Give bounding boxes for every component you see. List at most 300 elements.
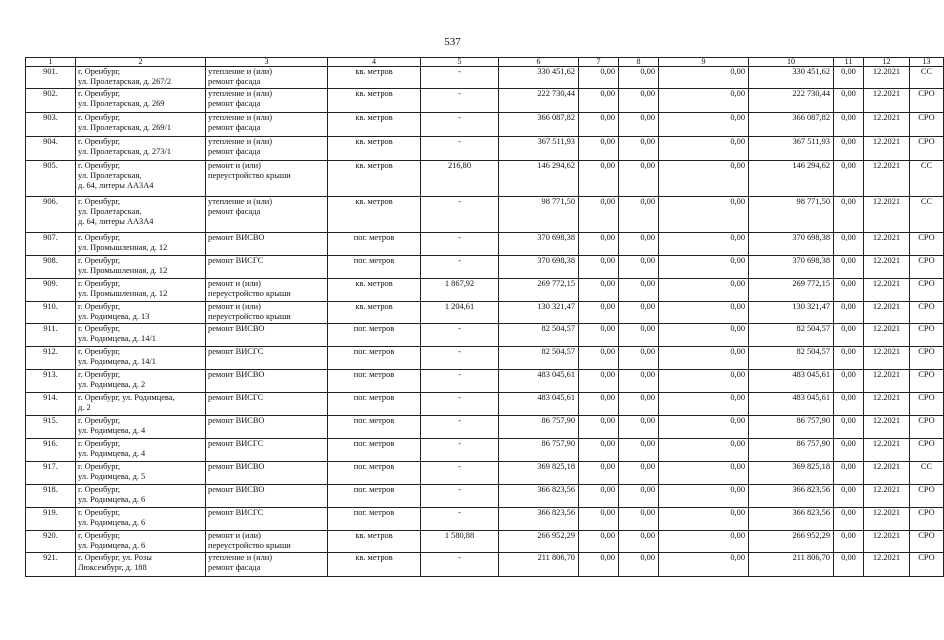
col7-cell: 0,00 — [579, 416, 619, 439]
address-cell — [76, 161, 206, 197]
quantity-cell: - — [421, 347, 499, 370]
work-type-cell — [206, 197, 328, 233]
address-cell-line: д. 2 — [78, 403, 91, 412]
fund-type-cell: СРО — [910, 553, 944, 577]
address-cell-line: г. Оренбург, — [78, 462, 121, 471]
completion-date-cell: 12.2021 — [864, 439, 910, 462]
unit-cell: кв. метров — [328, 279, 421, 302]
address-cell-line: г. Оренбург, ул. Родимцева, — [78, 393, 175, 402]
column-number: 3 — [206, 58, 328, 67]
row-number-cell: 911. — [26, 324, 76, 347]
work-type-cell-line: ремонт фасада — [208, 123, 261, 132]
col9-cell: 0,00 — [659, 462, 749, 485]
total-cost-cell: 366 087,82 — [499, 113, 579, 137]
col8-cell: 0,00 — [619, 137, 659, 161]
row-number-cell: 908. — [26, 256, 76, 279]
fund-type-cell: СС — [910, 197, 944, 233]
col8-cell: 0,00 — [619, 462, 659, 485]
col8-cell: 0,00 — [619, 393, 659, 416]
col10-cell: 222 730,44 — [749, 89, 834, 113]
work-type-cell-line: переустройство крыши — [208, 541, 291, 550]
work-type-cell-line: ремонт фасада — [208, 77, 261, 86]
total-cost-cell: 86 757,90 — [499, 439, 579, 462]
col7-cell: 0,00 — [579, 324, 619, 347]
quantity-cell: - — [421, 508, 499, 531]
work-type-cell-line: ремонт ВИСВО — [208, 324, 265, 333]
fund-type-cell: СРО — [910, 233, 944, 256]
quantity-cell: - — [421, 113, 499, 137]
unit-cell: кв. метров — [328, 137, 421, 161]
address-cell — [76, 393, 206, 416]
address-cell-line: ул. Родимцева, д. 6 — [78, 541, 146, 550]
unit-cell: пог. метров — [328, 256, 421, 279]
total-cost-cell: 367 511,93 — [499, 137, 579, 161]
col8-cell: 0,00 — [619, 197, 659, 233]
quantity-cell: - — [421, 233, 499, 256]
column-number: 13 — [910, 58, 944, 67]
address-cell — [76, 89, 206, 113]
col10-cell: 269 772,15 — [749, 279, 834, 302]
fund-type-cell: СРО — [910, 531, 944, 553]
address-cell-line: г. Оренбург, — [78, 508, 121, 517]
col7-cell: 0,00 — [579, 347, 619, 370]
col11-cell: 0,00 — [834, 67, 864, 89]
quantity-cell: - — [421, 67, 499, 89]
col7-cell: 0,00 — [579, 462, 619, 485]
col7-cell: 0,00 — [579, 89, 619, 113]
table-row — [26, 89, 944, 113]
col9-cell: 0,00 — [659, 553, 749, 577]
fund-type-cell: СРО — [910, 370, 944, 393]
work-type-cell — [206, 256, 328, 279]
address-cell — [76, 439, 206, 462]
col9-cell: 0,00 — [659, 324, 749, 347]
work-type-cell-line: ремонт и (или) — [208, 161, 261, 170]
completion-date-cell: 12.2021 — [864, 531, 910, 553]
unit-cell: пог. метров — [328, 370, 421, 393]
unit-cell: кв. метров — [328, 531, 421, 553]
work-type-cell — [206, 161, 328, 197]
address-cell-line: г. Оренбург, — [78, 370, 121, 379]
work-type-cell — [206, 113, 328, 137]
col8-cell: 0,00 — [619, 439, 659, 462]
page-number: 537 — [444, 36, 461, 48]
column-number: 7 — [579, 58, 619, 67]
col11-cell: 0,00 — [834, 137, 864, 161]
work-type-cell — [206, 485, 328, 508]
work-type-cell-line: ремонт ВИСВО — [208, 485, 265, 494]
fund-type-cell: СРО — [910, 485, 944, 508]
completion-date-cell: 12.2021 — [864, 508, 910, 531]
address-cell-line: г. Оренбург, — [78, 161, 121, 170]
row-number-cell: 914. — [26, 393, 76, 416]
quantity-cell: - — [421, 324, 499, 347]
col9-cell: 0,00 — [659, 197, 749, 233]
col10-cell: 130 321,47 — [749, 302, 834, 324]
row-number-cell: 918. — [26, 485, 76, 508]
table-row — [26, 393, 944, 416]
address-cell — [76, 462, 206, 485]
col10-cell: 366 823,56 — [749, 485, 834, 508]
work-type-cell — [206, 347, 328, 370]
row-number-cell: 916. — [26, 439, 76, 462]
col7-cell: 0,00 — [579, 439, 619, 462]
unit-cell: пог. метров — [328, 324, 421, 347]
quantity-cell: - — [421, 439, 499, 462]
unit-cell: кв. метров — [328, 161, 421, 197]
completion-date-cell: 12.2021 — [864, 161, 910, 197]
col8-cell: 0,00 — [619, 485, 659, 508]
row-number-cell: 907. — [26, 233, 76, 256]
completion-date-cell: 12.2021 — [864, 113, 910, 137]
col10-cell: 266 952,29 — [749, 531, 834, 553]
table-row — [26, 113, 944, 137]
completion-date-cell: 12.2021 — [864, 347, 910, 370]
completion-date-cell: 12.2021 — [864, 279, 910, 302]
completion-date-cell: 12.2021 — [864, 393, 910, 416]
col9-cell: 0,00 — [659, 370, 749, 393]
col11-cell: 0,00 — [834, 197, 864, 233]
col9-cell: 0,00 — [659, 89, 749, 113]
address-cell — [76, 553, 206, 577]
fund-type-cell: СРО — [910, 324, 944, 347]
work-type-cell — [206, 439, 328, 462]
address-cell — [76, 113, 206, 137]
address-cell-line: ул. Родимцева, д. 14/1 — [78, 357, 156, 366]
work-type-cell — [206, 279, 328, 302]
quantity-cell: - — [421, 416, 499, 439]
work-type-cell-line: ремонт фасада — [208, 207, 261, 216]
row-number-cell: 921. — [26, 553, 76, 577]
column-number: 4 — [328, 58, 421, 67]
table-row — [26, 137, 944, 161]
address-cell-line: г. Оренбург, — [78, 67, 121, 76]
col11-cell: 0,00 — [834, 531, 864, 553]
address-cell-line: ул. Пролетарская, — [78, 207, 142, 216]
row-number-cell: 902. — [26, 89, 76, 113]
address-cell — [76, 256, 206, 279]
work-type-cell-line: ремонт фасада — [208, 99, 261, 108]
address-cell — [76, 416, 206, 439]
address-cell — [76, 370, 206, 393]
fund-type-cell: СРО — [910, 279, 944, 302]
col11-cell: 0,00 — [834, 462, 864, 485]
unit-cell: кв. метров — [328, 89, 421, 113]
work-type-cell-line: переустройство крыши — [208, 312, 291, 321]
table-row — [26, 324, 944, 347]
quantity-cell: 216,80 — [421, 161, 499, 197]
fund-type-cell: СРО — [910, 113, 944, 137]
col10-cell: 483 045,61 — [749, 393, 834, 416]
address-cell-line: ул. Родимцева, д. 4 — [78, 449, 146, 458]
col7-cell: 0,00 — [579, 531, 619, 553]
col8-cell: 0,00 — [619, 67, 659, 89]
column-number: 10 — [749, 58, 834, 67]
col7-cell: 0,00 — [579, 67, 619, 89]
address-cell — [76, 347, 206, 370]
col8-cell: 0,00 — [619, 89, 659, 113]
quantity-cell: - — [421, 485, 499, 508]
column-number-row — [26, 58, 944, 67]
quantity-cell: - — [421, 553, 499, 577]
col11-cell: 0,00 — [834, 113, 864, 137]
total-cost-cell: 483 045,61 — [499, 393, 579, 416]
completion-date-cell: 12.2021 — [864, 370, 910, 393]
address-cell-line: г. Оренбург, — [78, 89, 121, 98]
fund-type-cell: СС — [910, 161, 944, 197]
col11-cell: 0,00 — [834, 416, 864, 439]
fund-type-cell: СС — [910, 462, 944, 485]
work-type-cell-line: утепление и (или) — [208, 113, 273, 122]
total-cost-cell: 369 825,18 — [499, 462, 579, 485]
completion-date-cell: 12.2021 — [864, 256, 910, 279]
work-type-cell-line: ремонт ВИСВО — [208, 462, 265, 471]
address-cell — [76, 67, 206, 89]
work-type-cell — [206, 370, 328, 393]
row-number-cell: 909. — [26, 279, 76, 302]
work-type-cell-line: ремонт ВИСГС — [208, 393, 264, 402]
col10-cell: 82 504,57 — [749, 347, 834, 370]
address-cell-line: Люксембург, д. 188 — [78, 563, 147, 572]
work-type-cell-line: ремонт и (или) — [208, 279, 261, 288]
table-row — [26, 233, 944, 256]
work-type-cell-line: ремонт ВИСГС — [208, 347, 264, 356]
col10-cell: 211 806,70 — [749, 553, 834, 577]
total-cost-cell: 330 451,62 — [499, 67, 579, 89]
table-row — [26, 67, 944, 89]
table-row — [26, 416, 944, 439]
completion-date-cell: 12.2021 — [864, 416, 910, 439]
table-row — [26, 256, 944, 279]
completion-date-cell: 12.2021 — [864, 233, 910, 256]
col10-cell: 82 504,57 — [749, 324, 834, 347]
completion-date-cell: 12.2021 — [864, 89, 910, 113]
total-cost-cell: 266 952,29 — [499, 531, 579, 553]
col9-cell: 0,00 — [659, 113, 749, 137]
col10-cell: 483 045,61 — [749, 370, 834, 393]
column-number: 12 — [864, 58, 910, 67]
col11-cell: 0,00 — [834, 439, 864, 462]
column-number: 5 — [421, 58, 499, 67]
address-cell-line: ул. Пролетарская, — [78, 171, 142, 180]
total-cost-cell: 269 772,15 — [499, 279, 579, 302]
quantity-cell: - — [421, 137, 499, 161]
quantity-cell: - — [421, 89, 499, 113]
row-number-cell: 920. — [26, 531, 76, 553]
row-number-cell: 915. — [26, 416, 76, 439]
col11-cell: 0,00 — [834, 256, 864, 279]
capital-repair-table — [25, 57, 944, 577]
unit-cell: кв. метров — [328, 67, 421, 89]
completion-date-cell: 12.2021 — [864, 324, 910, 347]
col8-cell: 0,00 — [619, 256, 659, 279]
work-type-cell-line: переустройство крыши — [208, 289, 291, 298]
table-row — [26, 485, 944, 508]
address-cell-line: ул. Пролетарская, д. 269 — [78, 99, 165, 108]
address-cell-line: д. 64, литеры АА3А4 — [78, 181, 154, 190]
column-number: 9 — [659, 58, 749, 67]
col7-cell: 0,00 — [579, 393, 619, 416]
col8-cell: 0,00 — [619, 416, 659, 439]
col9-cell: 0,00 — [659, 485, 749, 508]
work-type-cell — [206, 302, 328, 324]
unit-cell: пог. метров — [328, 439, 421, 462]
col11-cell: 0,00 — [834, 279, 864, 302]
address-cell-line: ул. Родимцева, д. 14/1 — [78, 334, 156, 343]
fund-type-cell: СРО — [910, 89, 944, 113]
work-type-cell-line: утепление и (или) — [208, 89, 273, 98]
unit-cell: пог. метров — [328, 508, 421, 531]
work-type-cell-line: ремонт и (или) — [208, 302, 261, 311]
address-cell-line: ул. Пролетарская, д. 269/1 — [78, 123, 172, 132]
quantity-cell: - — [421, 197, 499, 233]
work-type-cell-line: ремонт и (или) — [208, 531, 261, 540]
row-number-cell: 906. — [26, 197, 76, 233]
address-cell-line: ул. Промышленная, д. 12 — [78, 289, 168, 298]
work-type-cell-line: утепление и (или) — [208, 67, 273, 76]
col7-cell: 0,00 — [579, 256, 619, 279]
col8-cell: 0,00 — [619, 370, 659, 393]
address-cell — [76, 279, 206, 302]
address-cell-line: г. Оренбург, — [78, 256, 121, 265]
col9-cell: 0,00 — [659, 347, 749, 370]
address-cell-line: д. 64, литеры АА3А4 — [78, 217, 154, 226]
work-type-cell — [206, 233, 328, 256]
col7-cell: 0,00 — [579, 161, 619, 197]
row-number-cell: 913. — [26, 370, 76, 393]
quantity-cell: - — [421, 370, 499, 393]
column-number: 11 — [834, 58, 864, 67]
fund-type-cell: СРО — [910, 508, 944, 531]
address-cell-line: г. Оренбург, — [78, 113, 121, 122]
work-type-cell — [206, 531, 328, 553]
fund-type-cell: СРО — [910, 302, 944, 324]
col10-cell: 366 823,56 — [749, 508, 834, 531]
table-row — [26, 161, 944, 197]
col9-cell: 0,00 — [659, 67, 749, 89]
table-row — [26, 279, 944, 302]
work-type-cell-line: ремонт ВИСВО — [208, 370, 265, 379]
address-cell-line: ул. Пролетарская, д. 267/2 — [78, 77, 172, 86]
quantity-cell: - — [421, 393, 499, 416]
row-number-cell: 903. — [26, 113, 76, 137]
col8-cell: 0,00 — [619, 233, 659, 256]
col9-cell: 0,00 — [659, 256, 749, 279]
completion-date-cell: 12.2021 — [864, 197, 910, 233]
total-cost-cell: 82 504,57 — [499, 347, 579, 370]
col8-cell: 0,00 — [619, 113, 659, 137]
col10-cell: 146 294,62 — [749, 161, 834, 197]
col11-cell: 0,00 — [834, 89, 864, 113]
col9-cell: 0,00 — [659, 161, 749, 197]
unit-cell: пог. метров — [328, 233, 421, 256]
quantity-cell: 1 580,88 — [421, 531, 499, 553]
quantity-cell: - — [421, 256, 499, 279]
address-cell-line: г. Оренбург, — [78, 302, 121, 311]
work-type-cell — [206, 393, 328, 416]
col7-cell: 0,00 — [579, 485, 619, 508]
col7-cell: 0,00 — [579, 197, 619, 233]
address-cell — [76, 137, 206, 161]
col9-cell: 0,00 — [659, 416, 749, 439]
col8-cell: 0,00 — [619, 508, 659, 531]
total-cost-cell: 370 698,38 — [499, 256, 579, 279]
unit-cell: пог. метров — [328, 462, 421, 485]
col7-cell: 0,00 — [579, 508, 619, 531]
unit-cell: пог. метров — [328, 393, 421, 416]
address-cell — [76, 197, 206, 233]
work-type-cell — [206, 508, 328, 531]
address-cell — [76, 531, 206, 553]
col11-cell: 0,00 — [834, 302, 864, 324]
col11-cell: 0,00 — [834, 233, 864, 256]
address-cell-line: г. Оренбург, — [78, 137, 121, 146]
col10-cell: 86 757,90 — [749, 416, 834, 439]
work-type-cell — [206, 416, 328, 439]
total-cost-cell: 146 294,62 — [499, 161, 579, 197]
total-cost-cell: 483 045,61 — [499, 370, 579, 393]
address-cell-line: г. Оренбург, — [78, 439, 121, 448]
address-cell-line: ул. Родимцева, д. 4 — [78, 426, 146, 435]
total-cost-cell: 370 698,38 — [499, 233, 579, 256]
fund-type-cell: СРО — [910, 256, 944, 279]
work-type-cell — [206, 67, 328, 89]
col11-cell: 0,00 — [834, 347, 864, 370]
total-cost-cell: 366 823,56 — [499, 508, 579, 531]
work-type-cell-line: утепление и (или) — [208, 137, 273, 146]
unit-cell: кв. метров — [328, 302, 421, 324]
work-type-cell-line: утепление и (или) — [208, 197, 273, 206]
col10-cell: 367 511,93 — [749, 137, 834, 161]
unit-cell: пог. метров — [328, 416, 421, 439]
work-type-cell-line: ремонт ВИСГС — [208, 508, 264, 517]
col11-cell: 0,00 — [834, 161, 864, 197]
work-type-cell-line: ремонт ВИСВО — [208, 416, 265, 425]
completion-date-cell: 12.2021 — [864, 137, 910, 161]
table-row — [26, 370, 944, 393]
col10-cell: 98 771,50 — [749, 197, 834, 233]
completion-date-cell: 12.2021 — [864, 67, 910, 89]
column-number: 1 — [26, 58, 76, 67]
table-row — [26, 553, 944, 577]
col7-cell: 0,00 — [579, 113, 619, 137]
work-type-cell-line: ремонт ВИСГС — [208, 256, 264, 265]
total-cost-cell: 98 771,50 — [499, 197, 579, 233]
fund-type-cell: СРО — [910, 416, 944, 439]
unit-cell: пог. метров — [328, 347, 421, 370]
address-cell-line: ул. Пролетарская, д. 273/1 — [78, 147, 172, 156]
column-number: 6 — [499, 58, 579, 67]
total-cost-cell: 82 504,57 — [499, 324, 579, 347]
col10-cell: 369 825,18 — [749, 462, 834, 485]
col11-cell: 0,00 — [834, 324, 864, 347]
col8-cell: 0,00 — [619, 161, 659, 197]
address-cell-line: ул. Родимцева, д. 5 — [78, 472, 146, 481]
col9-cell: 0,00 — [659, 302, 749, 324]
address-cell-line: ул. Родимцева, д. 6 — [78, 518, 146, 527]
col8-cell: 0,00 — [619, 531, 659, 553]
work-type-cell — [206, 324, 328, 347]
row-number-cell: 917. — [26, 462, 76, 485]
total-cost-cell: 222 730,44 — [499, 89, 579, 113]
col7-cell: 0,00 — [579, 233, 619, 256]
col8-cell: 0,00 — [619, 553, 659, 577]
completion-date-cell: 12.2021 — [864, 302, 910, 324]
address-cell-line: ул. Промышленная, д. 12 — [78, 243, 168, 252]
address-cell-line: г. Оренбург, — [78, 233, 121, 242]
col8-cell: 0,00 — [619, 302, 659, 324]
table-row — [26, 531, 944, 553]
